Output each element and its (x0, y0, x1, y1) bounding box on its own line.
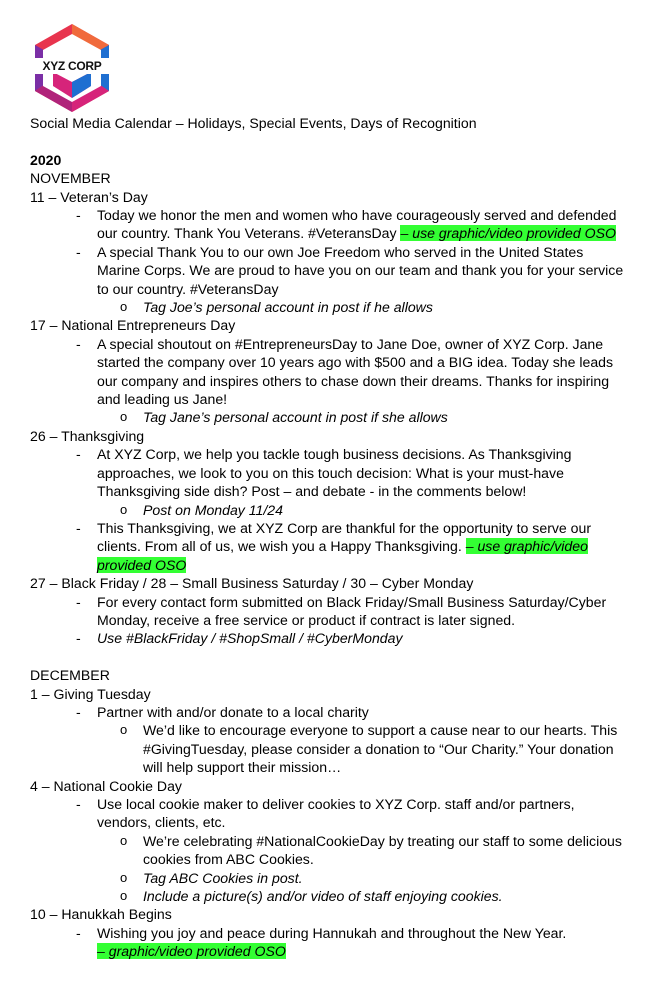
dash-bullet: - (76, 703, 81, 720)
dash-bullet: - (76, 796, 81, 812)
item-text: Use #BlackFriday / #ShopSmall / #CyberMonday (97, 630, 403, 647)
item-text: to our country. #VeteransDay (97, 280, 279, 297)
sub-list-item (30, 832, 630, 869)
item-text: Partner with and/or donate to a local charity (97, 703, 369, 720)
item-text: clients. From all of us, we wish you a Happy Thanksgiving. (97, 538, 466, 555)
circle-bullet: o (120, 888, 128, 904)
item-text: Tag Joe’s personal account in post if he allows (143, 299, 433, 316)
circle-bullet: o (120, 501, 128, 517)
highlight-note: provided OSO (97, 556, 187, 573)
dash-bullet: - (76, 446, 81, 463)
circle-bullet: o (120, 869, 128, 885)
item-text: Today we honor the men and women who have courageously served and defended (97, 207, 617, 224)
circle-bullet: o (120, 832, 128, 848)
dash-bullet: - (76, 630, 81, 647)
item-text: Marine Corps. We are proud to have you on our team and thank you for your service (97, 262, 624, 279)
item-text: For every contact form submitted on Black Friday/Small Business Saturday/Cyber (97, 593, 607, 610)
list-item (30, 703, 630, 721)
year-heading: 2020 (30, 151, 62, 168)
highlight-note: – use graphic/video (465, 538, 588, 555)
item-text: vendors, clients, etc. (97, 814, 226, 831)
list-item (30, 795, 630, 832)
list-item (30, 924, 630, 961)
item-text: Thanksgiving side dish? Post – and debate - in the comments below! (97, 483, 527, 500)
circle-bullet: o (120, 722, 128, 738)
event-heading-thanksgiving: 26 – Thanksgiving (30, 427, 145, 444)
list-item (30, 593, 630, 630)
event-heading-cookie-day: 4 – National Cookie Day (30, 777, 182, 794)
item-text: We’re celebrating #NationalCookieDay by treating our staff to some delicious (143, 832, 622, 849)
circle-bullet: o (120, 299, 128, 315)
highlight-note: – graphic/video provided OSO (97, 943, 286, 960)
logo-text: XYZ CORP (31, 58, 113, 74)
list-item (30, 629, 630, 647)
item-text: Include a picture(s) and/or video of staff enjoying cookies. (143, 888, 503, 905)
dash-bullet: - (76, 519, 81, 536)
dash-bullet: - (76, 593, 81, 610)
item-text: approaches, we look to you on this touch decision: What is your must-have (97, 464, 564, 481)
calendar-content (30, 114, 630, 961)
dash-bullet: - (76, 243, 81, 260)
item-text: Use local cookie maker to deliver cookies to XYZ Corp. staff and/or partners, (97, 796, 575, 812)
event-heading-black-friday: 27 – Black Friday / 28 – Small Business Saturday / 30 – Cyber Monday (30, 575, 474, 592)
company-logo (31, 22, 113, 114)
dash-bullet: - (76, 335, 81, 352)
sub-list-item (30, 298, 630, 316)
event-heading-entrepreneurs-day: 17 – National Entrepreneurs Day (30, 317, 236, 334)
document-title: Social Media Calendar – Holidays, Special Events, Days of Recognition (30, 115, 477, 131)
sub-list-item (30, 721, 630, 776)
item-text: Tag Jane’s personal account in post if she allows (143, 409, 448, 426)
dash-bullet: - (76, 924, 81, 941)
list-item (30, 243, 630, 298)
item-text: This Thanksgiving, we at XYZ Corp are thankful for the opportunity to serve our (97, 519, 592, 536)
month-heading-november: NOVEMBER (30, 170, 111, 187)
sub-list-item (30, 869, 630, 887)
event-heading-hanukkah: 10 – Hanukkah Begins (30, 906, 172, 923)
item-text: We’d like to encourage everyone to support a cause near to our hearts. This (143, 722, 618, 739)
event-heading-giving-tuesday: 1 – Giving Tuesday (30, 685, 151, 702)
item-text: cookies from ABC Cookies. (143, 851, 314, 868)
list-item (30, 445, 630, 500)
dash-bullet: - (76, 207, 81, 224)
item-text: Monday, receive a free service or product if contract is later signed. (97, 611, 516, 628)
item-text: our country. Thank You Veterans. #VeteransDay (97, 225, 401, 242)
event-heading-veterans-day: 11 – Veteran’s Day (30, 188, 148, 205)
item-text: will help support their mission… (143, 759, 342, 776)
highlight-note: – use graphic/video provided OSO (400, 225, 616, 242)
list-item (30, 519, 630, 574)
item-text: Tag ABC Cookies in post. (143, 869, 303, 886)
item-text: A special shoutout on #EntrepreneursDay to Jane Doe, owner of XYZ Corp. Jane (97, 335, 604, 352)
sub-list-item (30, 408, 630, 426)
circle-bullet: o (120, 409, 128, 425)
item-text: #GivingTuesday, please consider a donation to “Our Charity.” Your donation (143, 740, 614, 757)
item-text: started the company over 10 years ago with $500 and a BIG idea. Today she leads (97, 354, 614, 371)
item-text: Wishing you joy and peace during Hannukah and throughout the New Year. (97, 924, 567, 941)
list-item (30, 206, 630, 243)
item-text: our company and inspires others to chase down their dreams. Thanks for inspiring (97, 372, 610, 389)
item-text: At XYZ Corp, we help you tackle tough business decisions. As Thanksgiving (97, 446, 572, 463)
item-text: and leading us Jane! (97, 391, 228, 408)
item-text: A special Thank You to our own Joe Freedom who served in the United States (97, 243, 584, 260)
month-heading-december: DECEMBER (30, 667, 110, 684)
item-text: Post on Monday 11/24 (143, 501, 283, 518)
sub-list-item (30, 501, 630, 519)
list-item (30, 335, 630, 409)
sub-list-item (30, 887, 630, 905)
